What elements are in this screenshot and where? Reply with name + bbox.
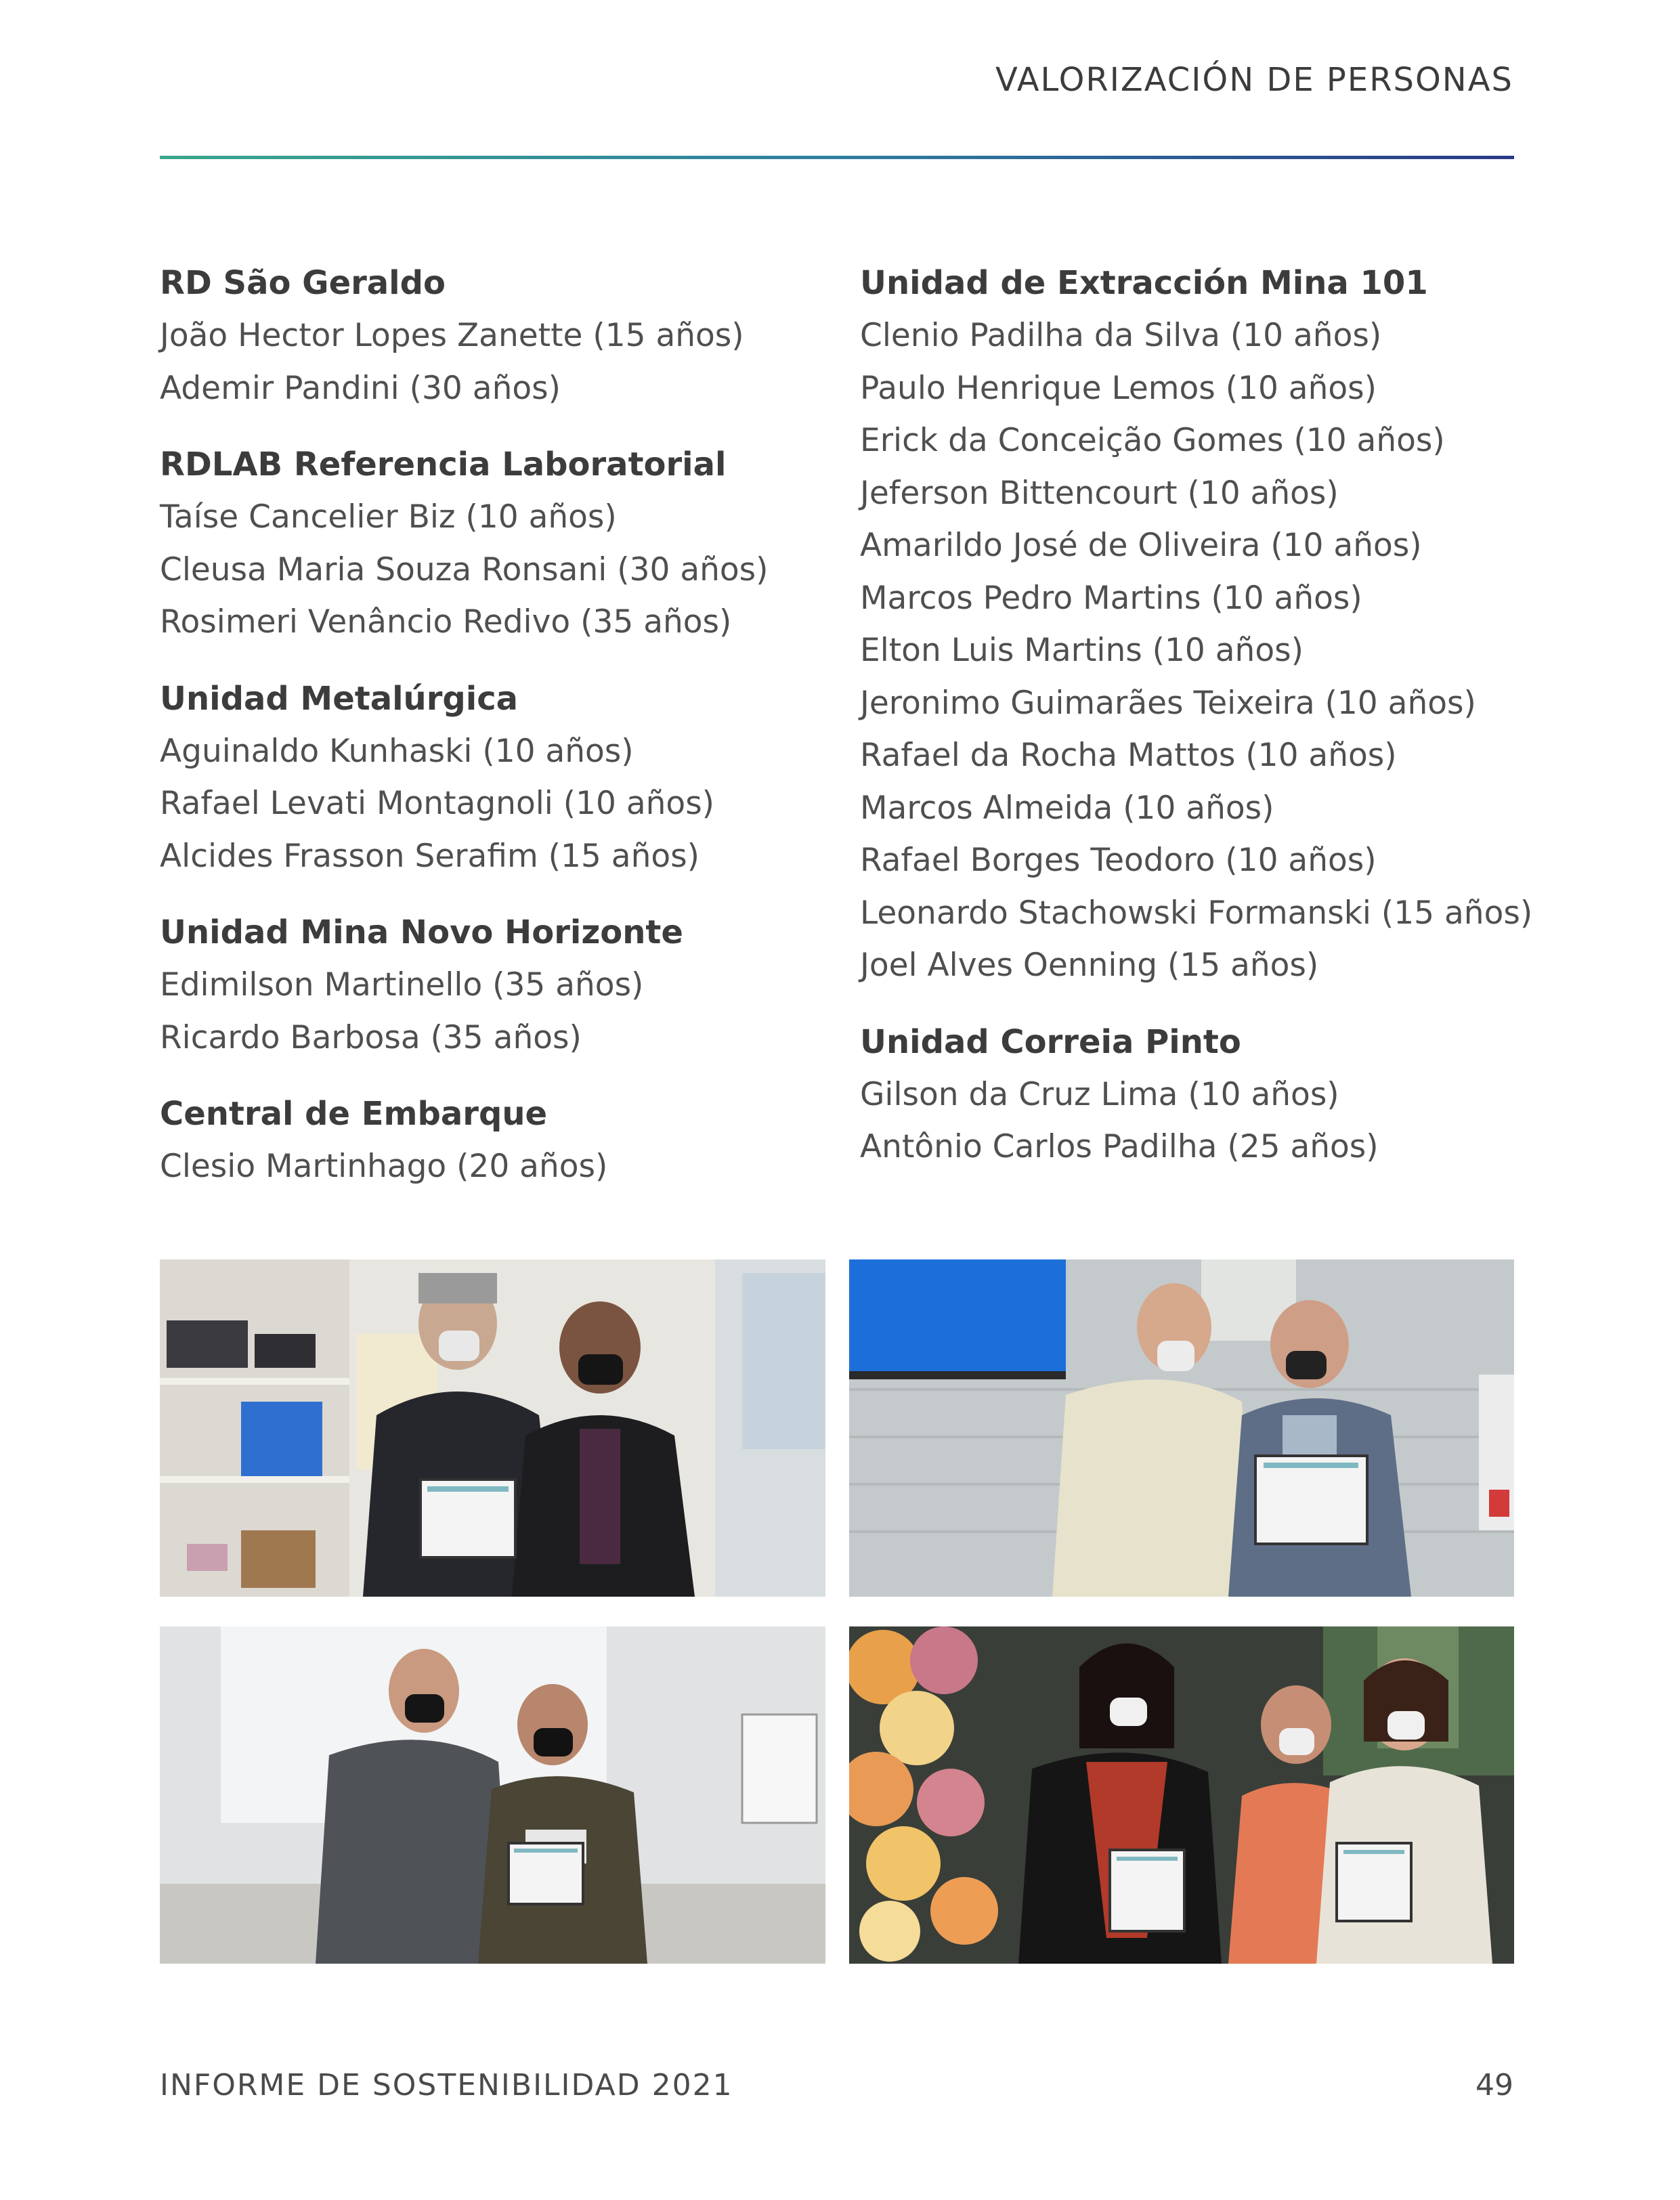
- person-entry: Alcides Frasson Serafim (15 años): [160, 837, 699, 875]
- person-entry: Leonardo Stachowski Formanski (15 años): [860, 894, 1533, 932]
- group-title: RDLAB Referencia Laboratorial: [160, 446, 727, 483]
- person-entry: Clenio Padilha da Silva (10 años): [860, 317, 1382, 354]
- person-entry: Ricardo Barbosa (35 años): [160, 1018, 582, 1056]
- person-entry: Elton Luis Martins (10 años): [860, 632, 1304, 669]
- award-photo: [160, 1259, 825, 1597]
- person-entry: Marcos Almeida (10 años): [860, 789, 1274, 827]
- person-entry: Cleusa Maria Souza Ronsani (30 años): [160, 551, 769, 588]
- person-entry: Jeronimo Guimarães Teixeira (10 años): [860, 684, 1476, 722]
- person-entry: Rafael da Rocha Mattos (10 años): [860, 737, 1397, 774]
- group-title: RD São Geraldo: [160, 264, 446, 302]
- person-entry: Ademir Pandini (30 años): [160, 369, 561, 407]
- person-entry: Amarildo José de Oliveira (10 años): [860, 527, 1422, 564]
- right-column: [860, 257, 1533, 1198]
- group-title: Unidad Metalúrgica: [160, 679, 519, 718]
- header-divider: [160, 156, 1514, 159]
- group-rdlab: [160, 439, 823, 649]
- person-entry: Edimilson Martinello (35 años): [160, 966, 644, 1004]
- person-entry: Erick da Conceição Gomes (10 años): [860, 422, 1445, 459]
- award-photo: [849, 1259, 1514, 1597]
- person-entry: Antônio Carlos Padilha (25 años): [860, 1128, 1379, 1165]
- person-entry: Paulo Henrique Lemos (10 años): [860, 369, 1377, 407]
- group-title: Central de Embarque: [160, 1095, 548, 1133]
- group-title: Unidad Correia Pinto: [860, 1022, 1241, 1061]
- award-photo: [849, 1626, 1514, 1964]
- left-column: [160, 257, 823, 1217]
- section-title: VALORIZACIÓN DE PERSONAS: [995, 61, 1513, 99]
- group-correia-pinto: [860, 1016, 1524, 1173]
- person-entry: Jeferson Bittencourt (10 años): [860, 474, 1339, 512]
- person-entry: Clesio Martinhago (20 años): [160, 1148, 608, 1185]
- person-entry: Rosimeri Venâncio Redivo (35 años): [160, 603, 732, 641]
- page-number: 49: [1476, 2068, 1513, 2102]
- group-title: Unidad de Extracción Mina 101: [860, 264, 1428, 302]
- report-title: INFORME DE SOSTENIBILIDAD 2021: [160, 2068, 733, 2102]
- group-mina-novo-horizonte: [160, 907, 823, 1064]
- group-central-embarque: [160, 1088, 823, 1193]
- person-entry: João Hector Lopes Zanette (15 años): [160, 317, 744, 354]
- person-entry: Gilson da Cruz Lima (10 años): [860, 1075, 1339, 1113]
- person-entry: Marcos Pedro Martins (10 años): [860, 579, 1362, 617]
- group-mina-101: [860, 257, 1533, 992]
- person-entry: Joel Alves Oenning (15 años): [860, 947, 1319, 984]
- group-metalurgica: [160, 673, 823, 883]
- person-entry: Taíse Cancelier Biz (10 años): [160, 498, 617, 536]
- person-entry: Rafael Borges Teodoro (10 años): [860, 842, 1377, 879]
- person-entry: Aguinaldo Kunhaski (10 años): [160, 732, 634, 770]
- group-rd-sao-geraldo: [160, 257, 823, 414]
- award-photo: [160, 1626, 825, 1964]
- person-entry: Rafael Levati Montagnoli (10 años): [160, 785, 715, 822]
- group-title: Unidad Mina Novo Horizonte: [160, 913, 683, 951]
